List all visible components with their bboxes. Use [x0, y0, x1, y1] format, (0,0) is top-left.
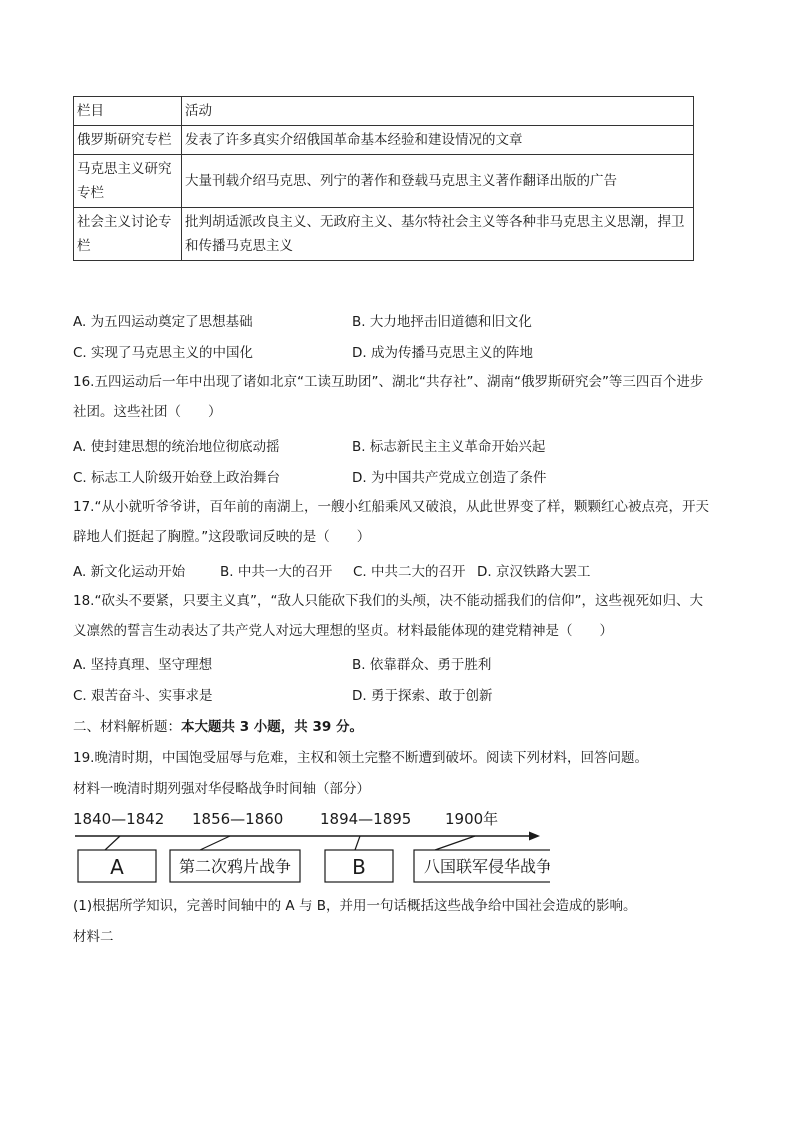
timeline-date: 1900年: [445, 810, 499, 828]
table-row: [74, 126, 694, 155]
table-cell-column: 社会主义讨论专栏: [74, 208, 182, 261]
q19-stem: 19.晚清时期，中国饱受屈辱与危难，主权和领土完整不断遭到破坏。阅读下列材料，回答问题。: [73, 750, 648, 766]
section-heading-prefix: 二、材料解析题：: [73, 719, 181, 735]
q17-option-b: B. 中共一大的召开: [220, 564, 333, 580]
table-header-cell: 栏目: [74, 97, 182, 126]
table-row: [74, 208, 694, 261]
timeline-connector: [435, 836, 475, 850]
timeline-connector: [200, 836, 230, 850]
q17-stem: 17.“从小就听爷爷讲，百年前的南湖上，一艘小红船乘风又破浪，从此世界变了样，颗颗红心被点亮，开天辟地人们挺起了胸膛。”这段歌词反映的是（ ）: [73, 499, 709, 545]
q19-material1-label: 材料一晚清时期列强对华侵略战争时间轴（部分）: [73, 781, 370, 797]
q15-option-b: B. 大力地抨击旧道德和旧文化: [352, 314, 532, 330]
newspaper-columns-table: [73, 96, 694, 261]
q18-stem: 18.“砍头不要紧，只要主义真”，“敌人只能砍下我们的头颅，决不能动摇我们的信仰”，这些视死如归、大义凛然的誓言生动表达了共产党人对远大理想的坚贞。材料最能体现的建党精神是（ ）: [73, 593, 703, 639]
timeline-box-a-label: A: [110, 855, 124, 879]
table-header-cell: 活动: [182, 97, 694, 126]
timeline-connector: [105, 836, 120, 850]
q16-option-b: B. 标志新民主主义革命开始兴起: [352, 439, 546, 455]
q16-option-d: D. 为中国共产党成立创造了条件: [352, 470, 547, 486]
war-timeline: [70, 802, 550, 890]
q16-option-a: A. 使封建思想的统治地位彻底动摇: [73, 439, 280, 455]
q18-option-a: A. 坚持真理、坚守理想: [73, 657, 213, 673]
table-cell-activity: 大量刊载介绍马克思、列宁的著作和登载马克思主义著作翻译出版的广告: [182, 155, 694, 208]
timeline-arrowhead: [529, 832, 540, 841]
q15-option-c: C. 实现了马克思主义的中国化: [73, 345, 254, 361]
q17-option-d: D. 京汉铁路大罢工: [477, 564, 591, 580]
q19-subquestion-1: (1)根据所学知识，完善时间轴中的 A 与 B，并用一句话概括这些战争给中国社会造成的影响。: [73, 898, 637, 914]
q19-material2-label: 材料二: [73, 929, 114, 945]
q18-option-b: B. 依靠群众、勇于胜利: [352, 657, 492, 673]
timeline-box-eight-nation-war-label: 八国联军侵华战争: [423, 857, 550, 876]
timeline-connector: [355, 836, 360, 850]
q18-option-d: D. 勇于探索、敢于创新: [352, 688, 493, 704]
timeline-date: 1840—1842: [73, 810, 165, 828]
table-row: [74, 155, 694, 208]
q15-option-a: A. 为五四运动奠定了思想基础: [73, 314, 253, 330]
section-heading: [73, 717, 363, 737]
q16-stem: 16.五四运动后一年中出现了诸如北京“工读互助团”、湖北“共存社”、湖南“俄罗斯研究会”等三四百个进步社团。这些社团（ ）: [73, 374, 704, 420]
timeline-box-b-label: B: [352, 855, 366, 879]
table-header-row: [74, 97, 694, 126]
q16-option-c: C. 标志工人阶级开始登上政治舞台: [73, 470, 281, 486]
table-cell-column: 俄罗斯研究专栏: [74, 126, 182, 155]
q18-option-c: C. 艰苦奋斗、实事求是: [73, 688, 213, 704]
table-cell-activity: 批判胡适派改良主义、无政府主义、基尔特社会主义等各种非马克思主义思潮，捍卫和传播马克思主义: [182, 208, 694, 261]
timeline-date: 1894—1895: [320, 810, 412, 828]
q17-option-a: A. 新文化运动开始: [73, 564, 186, 580]
table-cell-column: 马克思主义研究专栏: [74, 155, 182, 208]
timeline-box-second-opium-war-label: 第二次鸦片战争: [178, 857, 292, 876]
table-cell-activity: 发表了许多真实介绍俄国革命基本经验和建设情况的文章: [182, 126, 694, 155]
timeline-date: 1856—1860: [192, 810, 284, 828]
q15-option-d: D. 成为传播马克思主义的阵地: [352, 345, 533, 361]
q17-option-c: C. 中共二大的召开: [353, 564, 466, 580]
section-heading-title: 本大题共 3 小题，共 39 分。: [181, 719, 363, 735]
